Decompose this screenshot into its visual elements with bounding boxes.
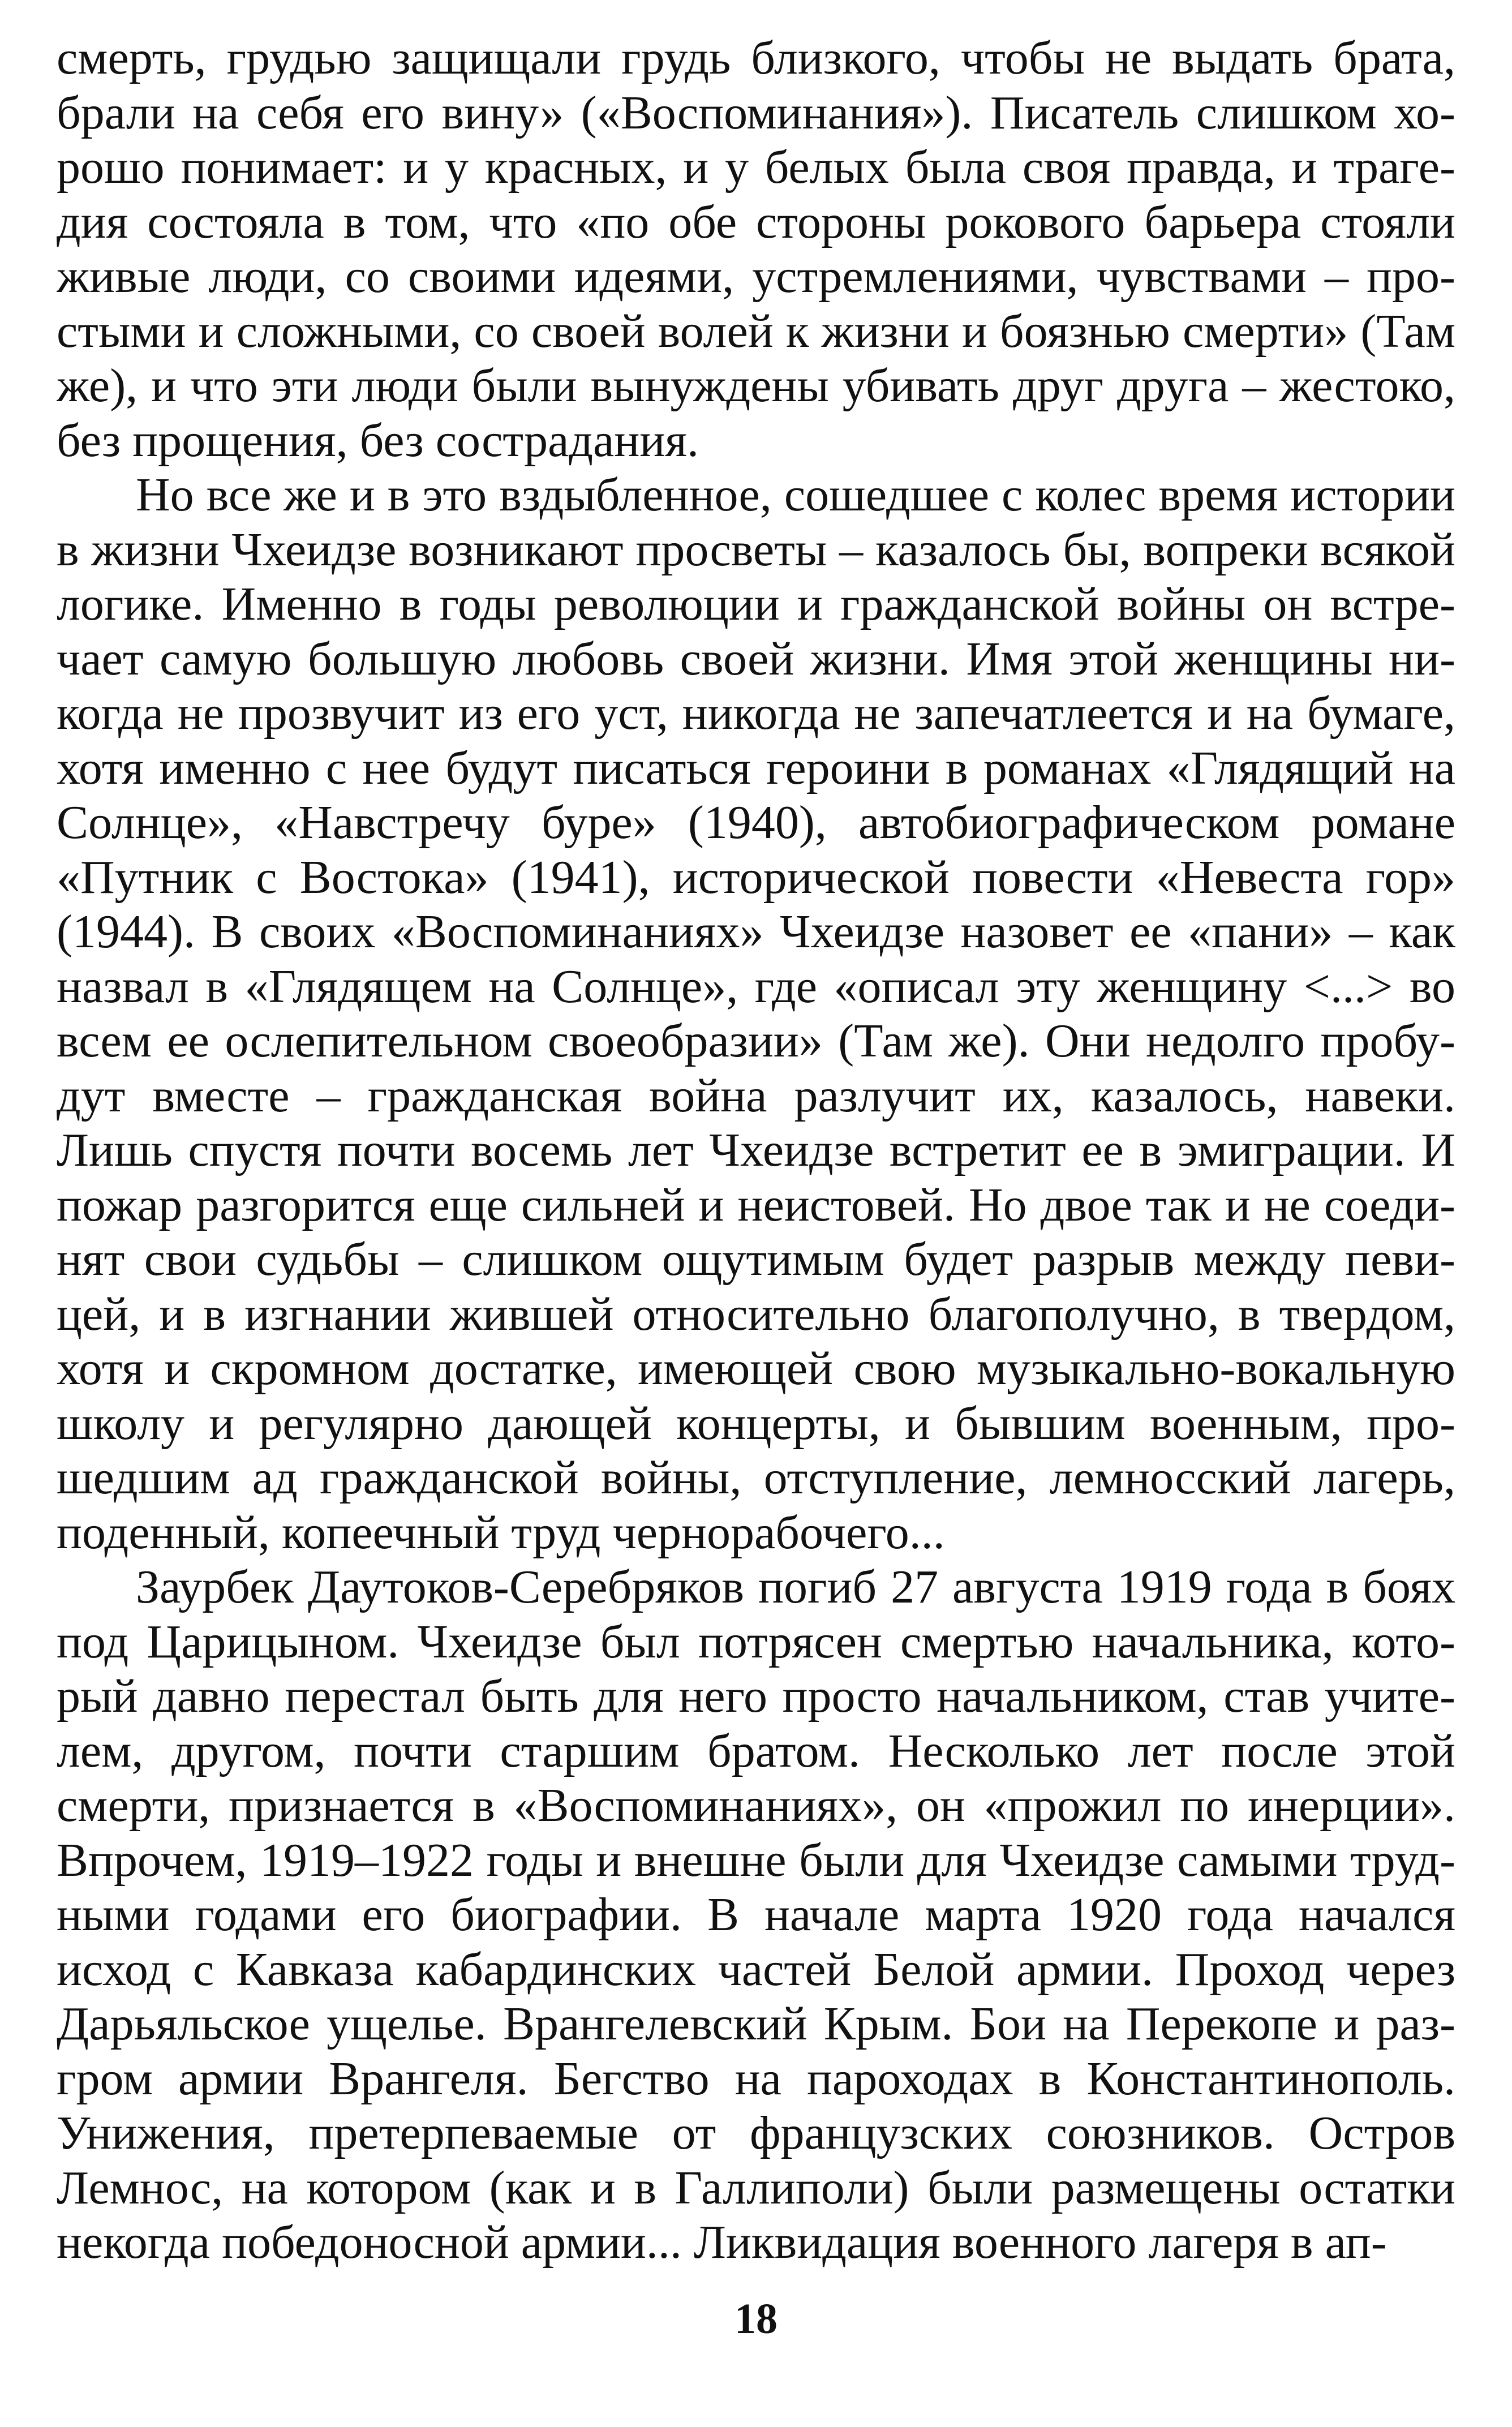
text-line: (1944). В своих «Воспоминаниях» Чхеидзе назовет ее «пани» – как <box>57 905 1455 958</box>
text-line: под Царицыном. Чхеидзе был потрясен смертью начальника, кото- <box>57 1615 1455 1668</box>
paragraph <box>57 1560 1455 2270</box>
text-line: логике. Именно в годы революции и гражданской войны он встре- <box>57 578 1455 630</box>
text-line: живые люди, со своими идеями, устремлениями, чувствами – про- <box>57 250 1455 303</box>
text-line: хотя именно с нее будут писаться героини в романах «Глядящий на <box>57 741 1455 794</box>
text-line: цей, и в изгнании жившей относительно благополучно, в твердом, <box>57 1287 1455 1341</box>
text-line: шедшим ад гражданской войны, отступление, лемносский лагерь, <box>57 1451 1455 1504</box>
text-line: дут вместе – гражданская война разлучит их, казалось, навеки. <box>57 1069 1455 1122</box>
body-text <box>57 31 1455 2270</box>
text-line: рошо понимает: и у красных, и у белых была своя правда, и траге- <box>57 141 1455 194</box>
text-line: чает самую большую любовь своей жизни. Имя этой женщины ни- <box>57 632 1455 685</box>
text-line: назвал в «Глядящем на Солнце», где «описал эту женщину <...> во <box>57 960 1455 1013</box>
text-line: Лишь спустя почти восемь лет Чхеидзе встретит ее в эмиграции. И <box>57 1124 1455 1176</box>
text-line: Солнце», «Навстречу буре» (1940), автобиографическом романе <box>57 796 1455 849</box>
text-line: исход с Кавказа кабардинских частей Белой армии. Проход через <box>57 1943 1455 1996</box>
text-line: стыми и сложными, со своей волей к жизни и боязнью смерти» (Там <box>57 304 1455 358</box>
text-line: некогда победоносной армии... Ликвидация военного лагеря в ап- <box>57 2216 1387 2269</box>
text-line: в жизни Чхеидзе возникают просветы – казалось бы, вопреки всякой <box>57 523 1455 576</box>
text-line: «Путник с Востока» (1941), исторической повести «Невеста гор» <box>57 850 1455 904</box>
text-line: рый давно перестал быть для него просто начальником, став учите- <box>57 1670 1455 1722</box>
text-line: когда не прозвучит из его уст, никогда не запечатлеется и на бумаге, <box>57 687 1455 740</box>
text-line: смерти, признается в «Воспоминаниях», он «прожил по инерции». <box>57 1779 1455 1832</box>
page-number: 18 <box>734 2295 778 2343</box>
text-line: Впрочем, 1919–1922 годы и внешне были для Чхеидзе самыми труд- <box>57 1833 1455 1887</box>
text-line: брали на себя его вину» («Воспоминания»). Писатель слишком хо- <box>57 86 1455 139</box>
text-line: дия состояла в том, что «по обе стороны рокового барьера стояли <box>57 195 1455 248</box>
text-line: Дарьяльское ущелье. Врангелевский Крым. Бои на Перекопе и раз- <box>57 1998 1455 2050</box>
text-line: всем ее ослепительном своеобразии» (Там же). Они недолго пробу- <box>57 1015 1455 1067</box>
text-line: же), и что эти люди были вынуждены убивать друг друга – жестоко, <box>57 359 1455 412</box>
text-line: поденный, копеечный труд чернорабочего... <box>57 1506 945 1559</box>
text-line: школу и регулярно дающей концерты, и бывшим военным, про- <box>57 1397 1455 1450</box>
text-line: смерть, грудью защищали грудь близкого, чтобы не выдать брата, <box>57 32 1455 84</box>
book-page <box>57 31 1455 2396</box>
text-line: Заурбек Даутоков-Серебряков погиб 27 августа 1919 года в боях <box>136 1561 1455 1613</box>
text-line: без прощения, без сострадания. <box>57 414 699 467</box>
text-line: Но все же и в это вздыбленное, сошедшее с колес время истории <box>136 469 1455 521</box>
text-line: пожар разгорится еще сильней и неистовей. Но двое так и не соеди- <box>57 1178 1455 1231</box>
text-line: Унижения, претерпеваемые от французских союзников. Остров <box>57 2107 1455 2159</box>
text-line: ными годами его биографии. В начале марта 1920 года начался <box>57 1888 1455 1941</box>
text-line: нят свои судьбы – слишком ощутимым будет разрыв между певи- <box>57 1233 1455 1286</box>
text-line: лем, другом, почти старшим братом. Несколько лет после этой <box>57 1724 1455 1777</box>
text-line: хотя и скромном достатке, имеющей свою музыкально-вокальную <box>57 1342 1455 1395</box>
text-line: Лемнос, на котором (как и в Галлиполи) были размещены остатки <box>57 2161 1455 2214</box>
paragraph <box>57 31 1455 468</box>
text-line: гром армии Врангеля. Бегство на пароходах в Константинополь. <box>57 2052 1455 2105</box>
paragraph <box>57 468 1455 1560</box>
